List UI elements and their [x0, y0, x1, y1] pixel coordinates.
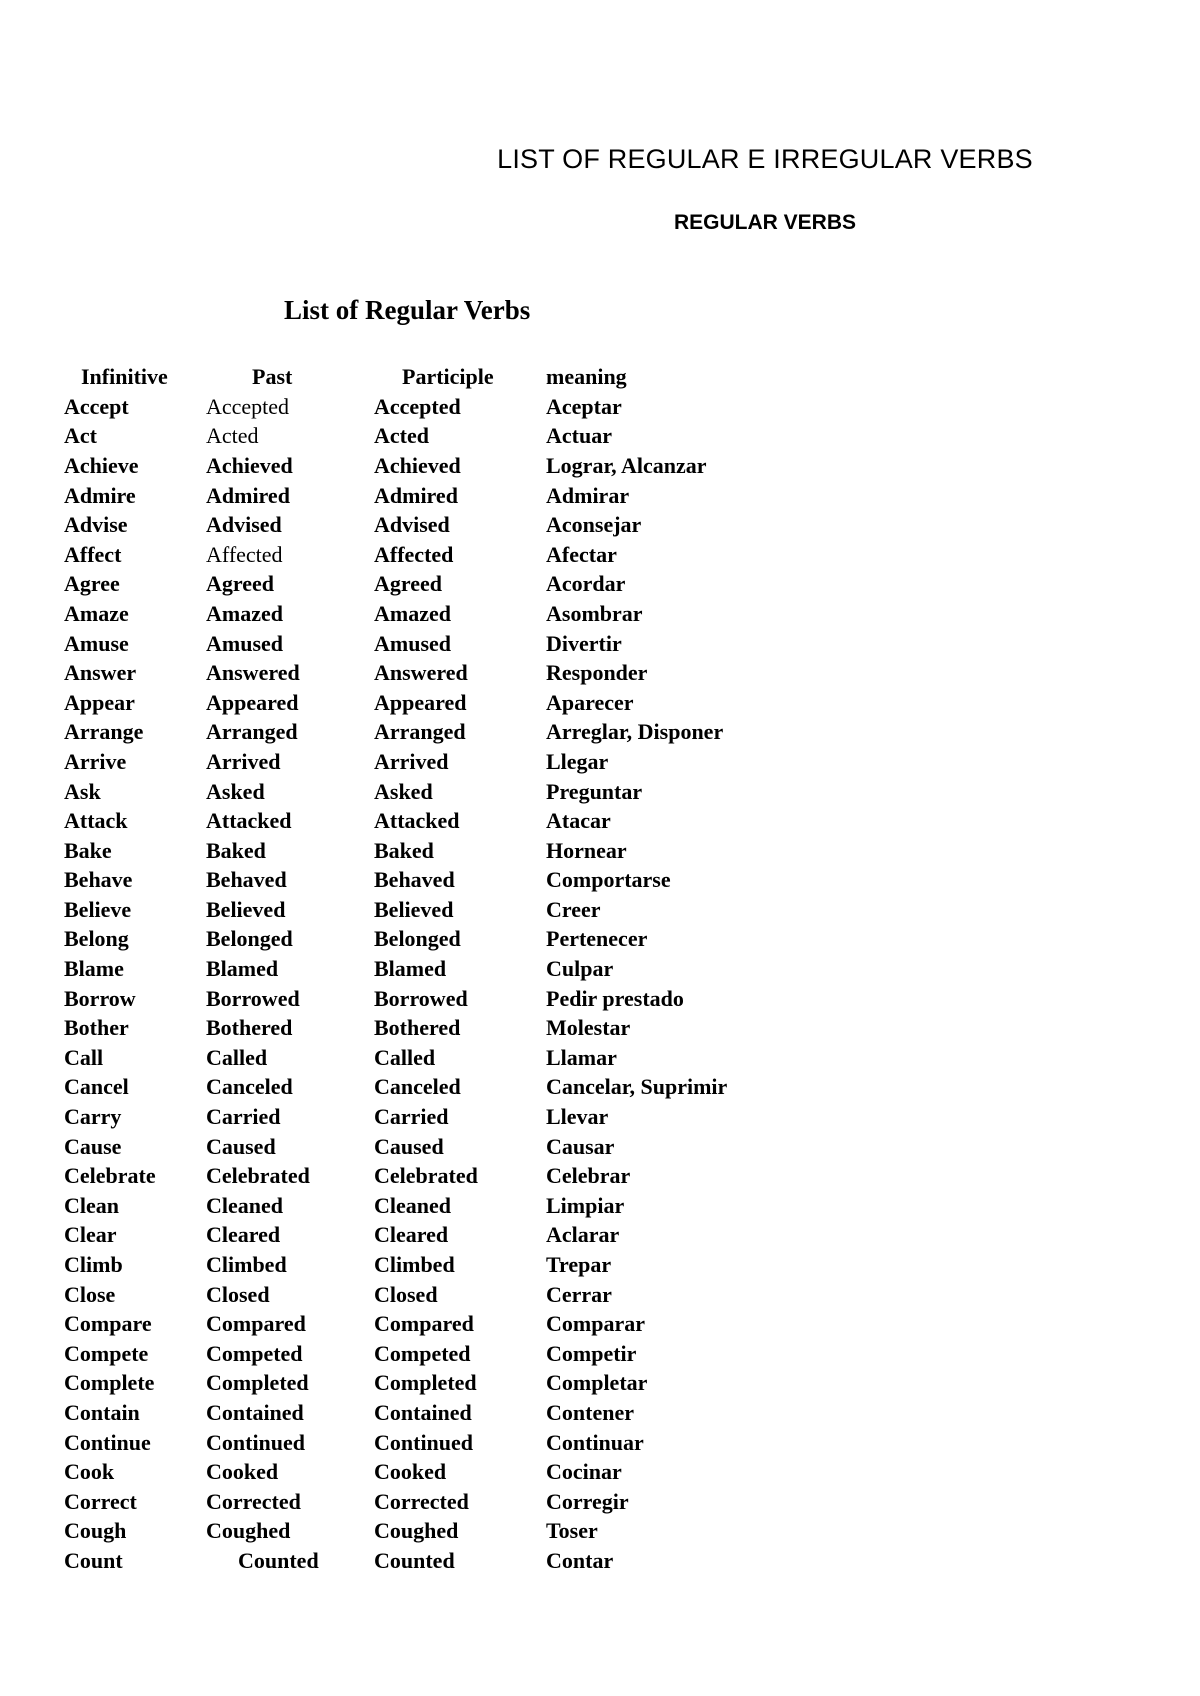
cell-participle: Caused	[374, 1133, 444, 1159]
cell-infinitive: Blame	[64, 956, 124, 982]
table-row	[64, 510, 764, 540]
cell-past: Canceled	[206, 1074, 293, 1100]
verb-table	[64, 362, 764, 1576]
cell-meaning: Divertir	[546, 630, 622, 656]
cell-past: Contained	[206, 1399, 304, 1425]
cell-participle: Contained	[374, 1399, 472, 1425]
cell-past: Bothered	[206, 1015, 293, 1041]
table-row	[64, 1161, 764, 1191]
cell-meaning: Aparecer	[546, 689, 634, 715]
cell-participle: Cleaned	[374, 1192, 451, 1218]
cell-participle: Belonged	[374, 926, 461, 952]
cell-past: Amazed	[206, 600, 283, 626]
cell-participle: Carried	[374, 1104, 449, 1130]
cell-participle: Appeared	[374, 689, 467, 715]
header-participle: Participle	[402, 364, 494, 389]
table-row	[64, 481, 764, 511]
cell-past: Asked	[206, 778, 265, 804]
cell-infinitive: Appear	[64, 689, 135, 715]
cell-infinitive: Bother	[64, 1015, 129, 1041]
cell-infinitive: Cancel	[64, 1074, 129, 1100]
cell-infinitive: Belong	[64, 926, 129, 952]
cell-meaning: Llevar	[546, 1104, 609, 1130]
cell-meaning: Pertenecer	[546, 926, 648, 952]
table-row	[64, 1102, 764, 1132]
cell-meaning: Aclarar	[546, 1222, 620, 1248]
cell-participle: Answered	[374, 660, 468, 686]
table-row	[64, 1517, 764, 1547]
cell-meaning: Hornear	[546, 837, 627, 863]
cell-meaning: Trepar	[546, 1252, 612, 1278]
header-meaning: meaning	[546, 364, 627, 389]
cell-infinitive: Carry	[64, 1104, 122, 1130]
cell-past: Behaved	[206, 867, 287, 893]
cell-infinitive: Accept	[64, 393, 129, 419]
cell-meaning: Aconsejar	[546, 512, 642, 538]
table-row	[64, 806, 764, 836]
cell-infinitive: Compare	[64, 1311, 152, 1337]
cell-past: Celebrated	[206, 1163, 310, 1189]
cell-meaning: Creer	[546, 896, 601, 922]
table-body	[64, 392, 764, 1576]
cell-meaning: Celebrar	[546, 1163, 631, 1189]
table-row	[64, 392, 764, 422]
table-row	[64, 1487, 764, 1517]
cell-past: Believed	[206, 896, 286, 922]
cell-past: Completed	[206, 1370, 309, 1396]
cell-participle: Advised	[374, 512, 450, 538]
cell-meaning: Responder	[546, 660, 648, 686]
cell-infinitive: Cause	[64, 1133, 122, 1159]
cell-participle: Accepted	[374, 393, 461, 419]
cell-participle: Arranged	[374, 719, 466, 745]
cell-meaning: Admirar	[546, 482, 630, 508]
cell-participle: Called	[374, 1044, 436, 1070]
cell-meaning: Arreglar, Disponer	[546, 719, 724, 745]
cell-infinitive: Amaze	[64, 600, 129, 626]
cell-participle: Climbed	[374, 1252, 455, 1278]
cell-infinitive: Continue	[64, 1429, 151, 1455]
cell-participle: Closed	[374, 1281, 438, 1307]
cell-participle: Behaved	[374, 867, 455, 893]
cell-past: Acted	[206, 423, 259, 449]
cell-past: Coughed	[206, 1518, 291, 1544]
cell-participle: Baked	[374, 837, 434, 863]
cell-infinitive: Believe	[64, 896, 132, 922]
cell-infinitive: Climb	[64, 1252, 123, 1278]
cell-participle: Celebrated	[374, 1163, 478, 1189]
cell-past: Baked	[206, 837, 266, 863]
table-row	[64, 1339, 764, 1369]
cell-meaning: Causar	[546, 1133, 615, 1159]
cell-infinitive: Affect	[64, 541, 122, 567]
table-header	[64, 362, 764, 392]
cell-meaning: Continuar	[546, 1429, 644, 1455]
cell-infinitive: Complete	[64, 1370, 155, 1396]
table-row	[64, 599, 764, 629]
cell-past: Agreed	[206, 571, 275, 597]
cell-meaning: Culpar	[546, 956, 614, 982]
cell-past: Attacked	[206, 808, 292, 834]
table-row	[64, 451, 764, 481]
cell-infinitive: Borrow	[64, 985, 136, 1011]
table-row	[64, 1132, 764, 1162]
table-row	[64, 925, 764, 955]
cell-past: Arranged	[206, 719, 298, 745]
table-row	[64, 1428, 764, 1458]
cell-past: Admired	[206, 482, 290, 508]
table-row	[64, 1369, 764, 1399]
cell-infinitive: Answer	[64, 660, 137, 686]
cell-meaning: Contar	[546, 1547, 614, 1573]
cell-past: Called	[206, 1044, 268, 1070]
table-row	[64, 954, 764, 984]
cell-past: Advised	[206, 512, 282, 538]
cell-past: Corrected	[206, 1488, 301, 1514]
cell-past: Cleared	[206, 1222, 281, 1248]
cell-infinitive: Arrange	[64, 719, 144, 745]
cell-participle: Arrived	[374, 748, 449, 774]
header-past: Past	[252, 364, 293, 389]
cell-past: Carried	[206, 1104, 281, 1130]
table-row	[64, 570, 764, 600]
cell-past: Accepted	[206, 393, 290, 419]
cell-meaning: Cancelar, Suprimir	[546, 1074, 728, 1100]
cell-infinitive: Behave	[64, 867, 133, 893]
cell-past: Closed	[206, 1281, 270, 1307]
list-title: List of Regular Verbs	[284, 295, 531, 325]
cell-participle: Affected	[374, 541, 454, 567]
cell-infinitive: Ask	[64, 778, 101, 804]
cell-meaning: Lograr, Alcanzar	[546, 452, 707, 478]
table-row	[64, 1073, 764, 1103]
cell-participle: Competed	[374, 1340, 471, 1366]
cell-participle: Believed	[374, 896, 454, 922]
cell-past: Achieved	[206, 452, 293, 478]
cell-meaning: Cerrar	[546, 1281, 612, 1307]
cell-participle: Agreed	[374, 571, 443, 597]
cell-past: Blamed	[206, 956, 279, 982]
cell-past: Cooked	[206, 1459, 279, 1485]
cell-infinitive: Count	[64, 1547, 123, 1573]
table-row	[64, 1221, 764, 1251]
cell-participle: Blamed	[374, 956, 447, 982]
table-row	[64, 688, 764, 718]
cell-participle: Continued	[374, 1429, 474, 1455]
cell-past: Compared	[206, 1311, 306, 1337]
cell-meaning: Molestar	[546, 1015, 631, 1041]
cell-infinitive: Agree	[64, 571, 120, 597]
cell-past: Competed	[206, 1340, 303, 1366]
cell-past: Caused	[206, 1133, 276, 1159]
cell-infinitive: Clear	[64, 1222, 117, 1248]
cell-participle: Cooked	[374, 1459, 447, 1485]
cell-infinitive: Attack	[64, 808, 128, 834]
cell-infinitive: Celebrate	[64, 1163, 156, 1189]
cell-meaning: Llegar	[546, 748, 609, 774]
cell-participle: Bothered	[374, 1015, 461, 1041]
cell-infinitive: Bake	[64, 837, 112, 863]
cell-participle: Canceled	[374, 1074, 461, 1100]
table-row	[64, 629, 764, 659]
cell-participle: Corrected	[374, 1488, 469, 1514]
cell-meaning: Competir	[546, 1340, 637, 1366]
cell-infinitive: Admire	[64, 482, 136, 508]
table-row	[64, 866, 764, 896]
cell-infinitive: Close	[64, 1281, 116, 1307]
cell-infinitive: Achieve	[64, 452, 139, 478]
cell-past: Amused	[206, 630, 284, 656]
table-row	[64, 658, 764, 688]
cell-meaning: Contener	[546, 1399, 634, 1425]
cell-infinitive: Arrive	[64, 748, 127, 774]
cell-meaning: Cocinar	[546, 1459, 622, 1485]
cell-past: Borrowed	[206, 985, 300, 1011]
cell-infinitive: Amuse	[64, 630, 129, 656]
cell-meaning: Asombrar	[546, 600, 643, 626]
cell-participle: Achieved	[374, 452, 461, 478]
table-row	[64, 1013, 764, 1043]
cell-meaning: Acordar	[546, 571, 626, 597]
cell-infinitive: Contain	[64, 1399, 140, 1425]
table-row	[64, 836, 764, 866]
cell-meaning: Comportarse	[546, 867, 671, 893]
cell-meaning: Pedir prestado	[546, 985, 684, 1011]
table-row	[64, 1250, 764, 1280]
cell-participle: Counted	[374, 1547, 455, 1573]
cell-meaning: Llamar	[546, 1044, 617, 1070]
table-row	[64, 718, 764, 748]
cell-past: Cleaned	[206, 1192, 283, 1218]
table-row	[64, 1309, 764, 1339]
table-row	[64, 1280, 764, 1310]
cell-participle: Completed	[374, 1370, 477, 1396]
cell-infinitive: Compete	[64, 1340, 149, 1366]
cell-meaning: Preguntar	[546, 778, 643, 804]
cell-infinitive: Cough	[64, 1518, 127, 1544]
cell-past: Climbed	[206, 1252, 287, 1278]
table-row	[64, 1546, 764, 1576]
cell-infinitive: Call	[64, 1044, 104, 1070]
cell-participle: Amazed	[374, 600, 451, 626]
cell-past: Continued	[206, 1429, 306, 1455]
table-row	[64, 1043, 764, 1073]
cell-meaning: Toser	[546, 1518, 598, 1544]
cell-infinitive: Clean	[64, 1192, 119, 1218]
cell-participle: Amused	[374, 630, 452, 656]
cell-participle: Attacked	[374, 808, 460, 834]
table-row	[64, 747, 764, 777]
cell-meaning: Actuar	[546, 423, 612, 449]
table-row	[64, 1191, 764, 1221]
table-row	[64, 1457, 764, 1487]
cell-participle: Coughed	[374, 1518, 459, 1544]
cell-meaning: Afectar	[546, 541, 617, 567]
table-row	[64, 540, 764, 570]
cell-infinitive: Advise	[64, 512, 128, 538]
cell-meaning: Atacar	[546, 808, 611, 834]
cell-meaning: Completar	[546, 1370, 648, 1396]
cell-past: Counted	[238, 1547, 319, 1573]
cell-participle: Compared	[374, 1311, 474, 1337]
table-row	[64, 984, 764, 1014]
cell-participle: Admired	[374, 482, 458, 508]
table-row	[64, 1398, 764, 1428]
cell-past: Arrived	[206, 748, 281, 774]
table-row	[64, 895, 764, 925]
cell-past: Appeared	[206, 689, 299, 715]
cell-participle: Cleared	[374, 1222, 449, 1248]
cell-participle: Asked	[374, 778, 433, 804]
section-heading: REGULAR VERBS	[673, 211, 857, 234]
table-row	[64, 777, 764, 807]
cell-past: Affected	[206, 541, 283, 567]
cell-past: Answered	[206, 660, 300, 686]
document-title: LIST OF REGULAR E IRREGULAR VERBS	[497, 144, 1033, 174]
cell-infinitive: Act	[64, 423, 97, 449]
cell-infinitive: Cook	[64, 1459, 115, 1485]
cell-participle: Borrowed	[374, 985, 468, 1011]
cell-meaning: Limpiar	[546, 1192, 625, 1218]
cell-meaning: Corregir	[546, 1488, 629, 1514]
cell-infinitive: Correct	[64, 1488, 137, 1514]
table-row	[64, 422, 764, 452]
cell-meaning: Aceptar	[546, 393, 622, 419]
cell-meaning: Comparar	[546, 1311, 645, 1337]
cell-participle: Acted	[374, 423, 429, 449]
cell-past: Belonged	[206, 926, 293, 952]
header-infinitive: Infinitive	[81, 364, 168, 389]
